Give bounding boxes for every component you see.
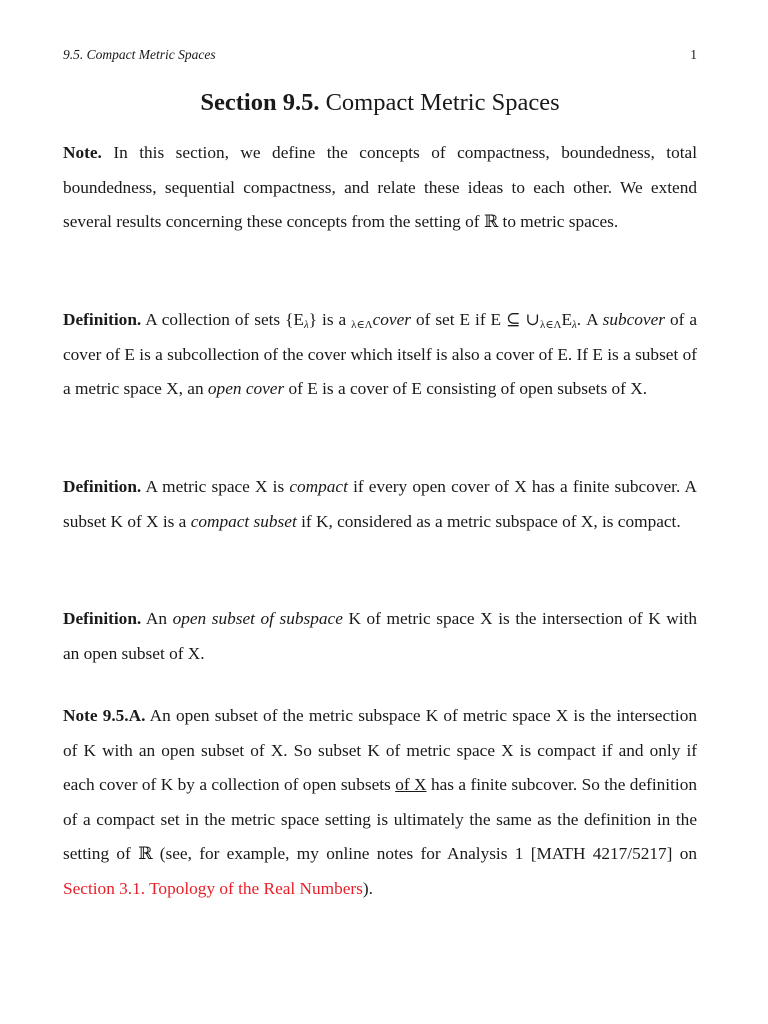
definition-text: if every open cover of X has a finite subcover. A subset K of X is a: [63, 477, 697, 531]
definition-text: A metric space X is: [145, 477, 290, 496]
definition-text: if K, considered as a metric subspace of X, is compact.: [296, 511, 681, 531]
definition-label: Definition.: [63, 477, 142, 496]
running-title: 9.5. Compact Metric Spaces: [63, 47, 216, 62]
subscript: λ: [303, 319, 309, 331]
term-cover: cover: [372, 310, 411, 329]
section-number: Section 9.5.: [200, 89, 320, 116]
definition-text: E: [561, 310, 573, 329]
definition-text: of set E if E ⊆ ∪: [411, 310, 541, 329]
note-text: An open subset of the metric subspace K of metric space X is the intersection of K with an open subset of X. So subset K of metric space X is compact if and only if each cover of K by a collection of open subsets: [63, 706, 697, 795]
term-open-cover: open cover: [207, 379, 285, 399]
definition-cover: [63, 303, 697, 407]
subscript: λ∈Λ: [540, 319, 562, 331]
definition-text: A collection of sets {E: [145, 310, 304, 329]
section-name: Compact Metric Spaces: [325, 89, 560, 116]
section-title: [63, 86, 697, 120]
running-header: [63, 47, 697, 63]
definition-text: } is a: [308, 310, 352, 329]
term-open-subset-of-subspace: open subset of subspace: [172, 609, 343, 628]
definition-label: Definition.: [63, 310, 142, 329]
term-subcover: subcover: [602, 310, 665, 329]
topology-link[interactable]: Section 3.1. Topology of the Real Numbers: [63, 878, 363, 898]
definition-text: K of metric space X is the intersection of K with an open subset of X.: [63, 609, 697, 663]
definition-text: An: [145, 609, 173, 628]
note-text: has a finite subcover. So the definition of a compact set in the metric space setting is ultimately the same as the definition in the setting of ℝ (see, for example, my online notes for Analysis 1 [MATH 4217/5217] on: [63, 775, 697, 864]
note-label: Note.: [63, 143, 102, 162]
underlined-of-x: of X: [395, 775, 427, 795]
definition-text: of a cover of E is a subcollection of the cover which itself is also a cover of E. If E is a subset of a metric space X, an: [63, 310, 697, 399]
page-number: 1: [690, 47, 697, 62]
definition-text: of E is a cover of E consisting of open subsets of X.: [284, 379, 648, 399]
note-paragraph: [63, 136, 697, 240]
note-9-5-a: [63, 699, 697, 907]
document-page: [63, 0, 697, 1024]
term-compact: compact: [289, 477, 348, 496]
definition-compact: [63, 470, 697, 539]
definition-label: Definition.: [63, 609, 142, 628]
subscript: λ: [572, 319, 577, 331]
note-text: ).: [362, 878, 373, 898]
term-compact-subset: compact subset: [190, 511, 297, 531]
note-text: In this section, we define the concepts of compactness, boundedness, total boundedness, sequential compactness, and relate these ideas to each other. We extend several results concerning these concepts from the setting of ℝ to metric spaces.: [63, 143, 697, 232]
note-label: Note 9.5.A.: [63, 706, 146, 725]
subscript: λ∈Λ: [351, 319, 373, 331]
definition-open-subset: [63, 602, 697, 671]
definition-text: . A: [576, 310, 603, 329]
